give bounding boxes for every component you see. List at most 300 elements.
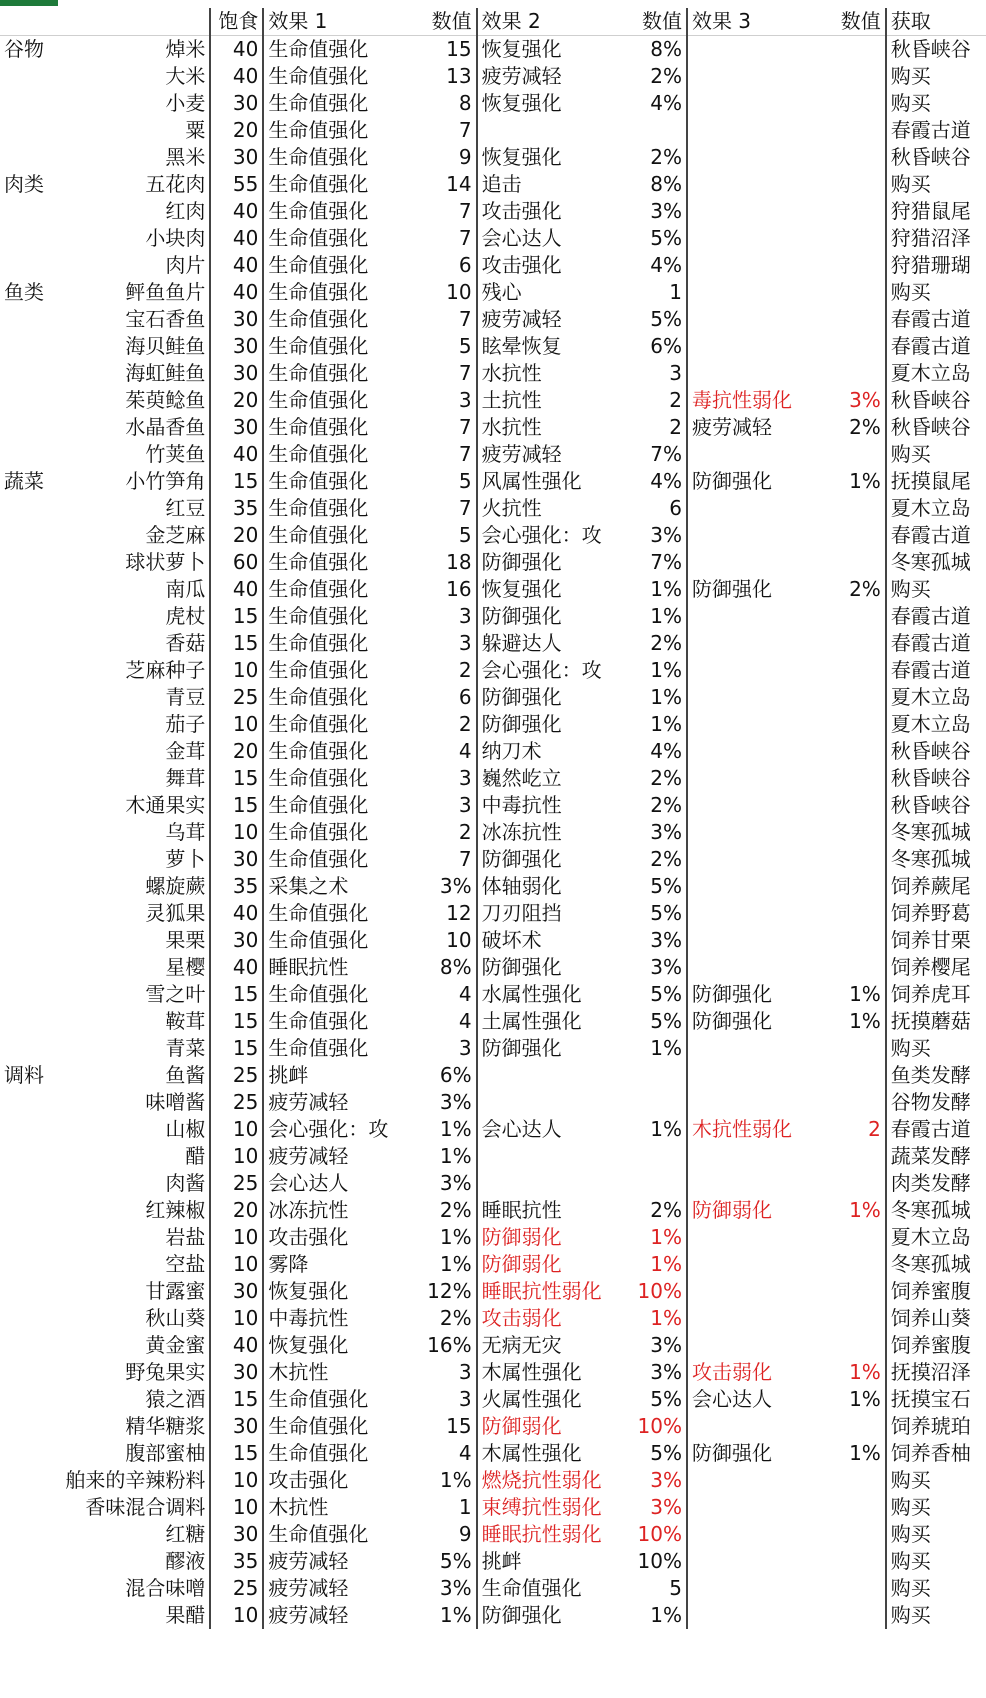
value-3-cell[interactable] (837, 495, 886, 522)
effect-2-cell[interactable]: 体轴弱化 (481, 874, 562, 898)
source-cell[interactable]: 夏木立岛 (890, 712, 971, 736)
effect-1-cell[interactable]: 攻击强化 (268, 1225, 349, 1249)
category-cell[interactable] (0, 1332, 61, 1359)
ingredient-name-cell[interactable]: 醪液 (61, 1548, 210, 1575)
category-cell[interactable] (0, 603, 61, 630)
ingredient-name-cell[interactable]: 舞茸 (61, 765, 210, 792)
category-cell[interactable] (0, 144, 61, 171)
value-3-cell[interactable] (837, 1278, 886, 1305)
satiety-cell[interactable]: 40 (210, 36, 263, 64)
value-2-cell[interactable] (632, 1089, 687, 1116)
effect-1-cell[interactable]: 疲劳减轻 (268, 1144, 349, 1168)
category-cell[interactable] (0, 1359, 61, 1386)
value-1-cell[interactable]: 12% (415, 1278, 476, 1305)
effect-2-cell[interactable]: 燃烧抗性弱化 (481, 1468, 602, 1492)
satiety-cell[interactable]: 25 (210, 684, 263, 711)
value-1-cell[interactable]: 8% (415, 954, 476, 981)
value-3-cell[interactable]: 1% (837, 981, 886, 1008)
value-2-cell[interactable]: 1% (632, 1305, 687, 1332)
source-cell[interactable]: 谷物发酵 (890, 1090, 971, 1114)
source-cell[interactable]: 抚摸沼泽 (890, 1360, 971, 1384)
value-3-cell[interactable] (837, 1143, 886, 1170)
effect-3-cell[interactable] (687, 144, 837, 171)
effect-2-cell[interactable]: 恢复强化 (481, 145, 562, 169)
satiety-cell[interactable]: 40 (210, 1332, 263, 1359)
effect-2-cell[interactable] (477, 1062, 632, 1089)
value-3-cell[interactable] (837, 1548, 886, 1575)
effect-3-cell[interactable] (687, 306, 837, 333)
satiety-cell[interactable]: 15 (210, 468, 263, 495)
value-1-cell[interactable]: 7 (415, 198, 476, 225)
satiety-cell[interactable]: 10 (210, 1494, 263, 1521)
satiety-cell[interactable]: 30 (210, 846, 263, 873)
satiety-cell[interactable]: 30 (210, 414, 263, 441)
ingredient-name-cell[interactable]: 茱萸鲶鱼 (61, 387, 210, 414)
satiety-cell[interactable]: 10 (210, 1224, 263, 1251)
effect-3-cell[interactable] (687, 927, 837, 954)
value-3-cell[interactable] (837, 1305, 886, 1332)
value-1-cell[interactable]: 16 (415, 576, 476, 603)
effect-3-cell[interactable] (687, 1602, 837, 1629)
source-cell[interactable]: 夏木立岛 (890, 1225, 971, 1249)
satiety-cell[interactable]: 25 (210, 1062, 263, 1089)
effect-3-cell[interactable]: 会心达人 (691, 1387, 772, 1411)
value-2-cell[interactable]: 2% (632, 792, 687, 819)
effect-1-cell[interactable]: 生命值强化 (268, 388, 369, 412)
satiety-cell[interactable]: 30 (210, 1278, 263, 1305)
ingredient-name-cell[interactable]: 黑米 (61, 144, 210, 171)
category-cell[interactable]: 蔬菜 (4, 469, 44, 493)
value-3-cell[interactable] (837, 738, 886, 765)
effect-1-cell[interactable]: 生命值强化 (268, 118, 369, 142)
effect-2-cell[interactable]: 疲劳减轻 (481, 64, 562, 88)
category-cell[interactable] (0, 441, 61, 468)
category-cell[interactable] (0, 387, 61, 414)
satiety-cell[interactable]: 30 (210, 333, 263, 360)
category-cell[interactable] (0, 1413, 61, 1440)
value-1-cell[interactable]: 15 (415, 36, 476, 64)
value-3-cell[interactable] (837, 1170, 886, 1197)
value-3-cell[interactable] (837, 1332, 886, 1359)
effect-3-cell[interactable] (687, 1413, 837, 1440)
ingredient-name-cell[interactable]: 野兔果实 (61, 1359, 210, 1386)
source-cell[interactable]: 购买 (890, 1468, 931, 1492)
value-1-cell[interactable]: 3% (415, 1170, 476, 1197)
effect-3-cell[interactable] (687, 252, 837, 279)
ingredient-name-cell[interactable]: 水晶香鱼 (61, 414, 210, 441)
value-1-cell[interactable]: 2 (415, 657, 476, 684)
value-1-cell[interactable]: 7 (415, 414, 476, 441)
value-2-cell[interactable] (632, 1143, 687, 1170)
effect-3-cell[interactable] (687, 1089, 837, 1116)
satiety-cell[interactable]: 40 (210, 900, 263, 927)
effect-1-cell[interactable]: 生命值强化 (268, 631, 369, 655)
ingredient-name-cell[interactable]: 肉酱 (61, 1170, 210, 1197)
effect-1-cell[interactable]: 生命值强化 (268, 523, 369, 547)
source-cell[interactable]: 饲养樱尾 (890, 955, 971, 979)
ingredient-name-cell[interactable]: 灵狐果 (61, 900, 210, 927)
effect-1-cell[interactable]: 生命值强化 (268, 820, 369, 844)
satiety-cell[interactable]: 40 (210, 576, 263, 603)
value-1-cell[interactable]: 1% (415, 1251, 476, 1278)
value-1-cell[interactable]: 1% (415, 1224, 476, 1251)
effect-3-cell[interactable] (687, 792, 837, 819)
effect-2-cell[interactable]: 木属性强化 (481, 1360, 582, 1384)
value-1-cell[interactable]: 3 (415, 1359, 476, 1386)
category-cell[interactable] (0, 630, 61, 657)
effect-1-cell[interactable]: 睡眠抗性 (268, 955, 349, 979)
value-2-cell[interactable]: 10% (632, 1548, 687, 1575)
effect-3-cell[interactable] (687, 630, 837, 657)
value-2-cell[interactable]: 4% (632, 738, 687, 765)
effect-1-cell[interactable]: 恢复强化 (268, 1279, 349, 1303)
ingredient-name-cell[interactable]: 红肉 (61, 198, 210, 225)
effect-3-cell[interactable] (687, 1035, 837, 1062)
source-cell[interactable]: 秋昏峡谷 (890, 739, 971, 763)
category-cell[interactable] (0, 1440, 61, 1467)
satiety-cell[interactable]: 15 (210, 630, 263, 657)
ingredient-name-cell[interactable]: 鞍茸 (61, 1008, 210, 1035)
category-cell[interactable] (0, 1521, 61, 1548)
satiety-cell[interactable]: 15 (210, 1035, 263, 1062)
category-cell[interactable] (0, 765, 61, 792)
value-1-cell[interactable]: 5 (415, 333, 476, 360)
effect-1-cell[interactable]: 采集之术 (268, 874, 349, 898)
effect-2-cell[interactable]: 土属性强化 (481, 1009, 582, 1033)
satiety-cell[interactable]: 15 (210, 603, 263, 630)
value-2-cell[interactable]: 3% (632, 522, 687, 549)
effect-1-cell[interactable]: 生命值强化 (268, 64, 369, 88)
effect-2-cell[interactable]: 睡眠抗性 (481, 1198, 562, 1222)
source-cell[interactable]: 饲养虎耳 (890, 982, 971, 1006)
category-cell[interactable] (0, 1278, 61, 1305)
value-3-cell[interactable] (837, 1494, 886, 1521)
source-cell[interactable]: 购买 (890, 442, 931, 466)
effect-2-cell[interactable]: 追击 (481, 172, 522, 196)
satiety-cell[interactable]: 60 (210, 549, 263, 576)
ingredient-name-cell[interactable]: 舶来的辛辣粉料 (61, 1467, 210, 1494)
value-1-cell[interactable]: 3 (415, 387, 476, 414)
value-2-cell[interactable]: 8% (632, 171, 687, 198)
ingredient-name-cell[interactable]: 混合味噌 (61, 1575, 210, 1602)
ingredient-name-cell[interactable]: 球状萝卜 (61, 549, 210, 576)
value-2-cell[interactable]: 6 (632, 495, 687, 522)
ingredient-name-cell[interactable]: 猿之酒 (61, 1386, 210, 1413)
value-3-cell[interactable] (837, 279, 886, 306)
value-2-cell[interactable] (632, 1170, 687, 1197)
effect-3-cell[interactable] (687, 1467, 837, 1494)
source-cell[interactable]: 春霞古道 (890, 658, 971, 682)
satiety-cell[interactable]: 10 (210, 657, 263, 684)
category-cell[interactable] (0, 198, 61, 225)
effect-3-cell[interactable] (687, 117, 837, 144)
ingredient-name-cell[interactable]: 青豆 (61, 684, 210, 711)
value-3-cell[interactable] (837, 927, 886, 954)
effect-1-cell[interactable]: 生命值强化 (268, 577, 369, 601)
effect-1-cell[interactable]: 生命值强化 (268, 739, 369, 763)
value-3-cell[interactable] (837, 522, 886, 549)
satiety-cell[interactable]: 30 (210, 1413, 263, 1440)
ingredient-name-cell[interactable]: 腹部蜜柚 (61, 1440, 210, 1467)
value-3-cell[interactable] (837, 360, 886, 387)
satiety-cell[interactable]: 30 (210, 306, 263, 333)
source-cell[interactable]: 冬寒孤城 (890, 1198, 971, 1222)
effect-3-cell[interactable] (687, 738, 837, 765)
effect-3-cell[interactable]: 防御弱化 (691, 1198, 772, 1222)
effect-3-cell[interactable] (687, 684, 837, 711)
satiety-cell[interactable]: 25 (210, 1089, 263, 1116)
value-1-cell[interactable]: 1% (415, 1602, 476, 1629)
satiety-cell[interactable]: 10 (210, 1143, 263, 1170)
effect-2-cell[interactable]: 束缚抗性弱化 (481, 1495, 602, 1519)
ingredient-name-cell[interactable]: 红糖 (61, 1521, 210, 1548)
category-cell[interactable] (0, 954, 61, 981)
ingredient-name-cell[interactable]: 茄子 (61, 711, 210, 738)
value-2-cell[interactable]: 5% (632, 1008, 687, 1035)
satiety-cell[interactable]: 15 (210, 765, 263, 792)
effect-3-cell[interactable]: 木抗性弱化 (691, 1117, 792, 1141)
value-1-cell[interactable]: 8 (415, 90, 476, 117)
effect-3-cell[interactable] (687, 1305, 837, 1332)
value-2-cell[interactable]: 1% (632, 657, 687, 684)
category-cell[interactable] (0, 1305, 61, 1332)
effect-1-cell[interactable]: 生命值强化 (268, 766, 369, 790)
effect-1-cell[interactable]: 生命值强化 (268, 145, 369, 169)
value-1-cell[interactable]: 7 (415, 225, 476, 252)
effect-3-cell[interactable] (687, 657, 837, 684)
effect-3-cell[interactable] (687, 1224, 837, 1251)
value-3-cell[interactable] (837, 1467, 886, 1494)
ingredient-name-cell[interactable]: 小块肉 (61, 225, 210, 252)
value-2-cell[interactable]: 10% (632, 1278, 687, 1305)
effect-3-cell[interactable]: 防御强化 (691, 469, 772, 493)
value-2-cell[interactable]: 10% (632, 1413, 687, 1440)
effect-1-cell[interactable]: 恢复强化 (268, 1333, 349, 1357)
value-2-cell[interactable]: 5% (632, 1386, 687, 1413)
value-1-cell[interactable]: 2 (415, 819, 476, 846)
value-1-cell[interactable]: 16% (415, 1332, 476, 1359)
ingredient-name-cell[interactable]: 黄金蜜 (61, 1332, 210, 1359)
effect-1-cell[interactable]: 疲劳减轻 (268, 1549, 349, 1573)
value-2-cell[interactable]: 1% (632, 711, 687, 738)
value-2-cell[interactable]: 3% (632, 1332, 687, 1359)
active-sheet-indicator[interactable] (0, 0, 58, 6)
effect-2-cell[interactable]: 睡眠抗性弱化 (481, 1279, 602, 1303)
value-1-cell[interactable]: 1% (415, 1143, 476, 1170)
effect-3-cell[interactable] (687, 225, 837, 252)
effect-3-cell[interactable]: 防御强化 (691, 577, 772, 601)
effect-2-cell[interactable]: 水属性强化 (481, 982, 582, 1006)
source-cell[interactable]: 夏木立岛 (890, 361, 971, 385)
effect-1-cell[interactable]: 生命值强化 (268, 37, 369, 61)
ingredient-name-cell[interactable]: 螺旋蕨 (61, 873, 210, 900)
satiety-cell[interactable]: 20 (210, 1197, 263, 1224)
source-cell[interactable]: 购买 (890, 172, 931, 196)
effect-2-cell[interactable]: 残心 (481, 280, 522, 304)
value-2-cell[interactable]: 10% (632, 1521, 687, 1548)
value-2-cell[interactable]: 3% (632, 819, 687, 846)
value-1-cell[interactable]: 2% (415, 1197, 476, 1224)
value-1-cell[interactable]: 2 (415, 711, 476, 738)
source-cell[interactable]: 冬寒孤城 (890, 550, 971, 574)
category-cell[interactable] (0, 117, 61, 144)
source-cell[interactable]: 购买 (890, 577, 931, 601)
value-3-cell[interactable] (837, 198, 886, 225)
value-1-cell[interactable]: 1% (415, 1116, 476, 1143)
ingredient-name-cell[interactable]: 金茸 (61, 738, 210, 765)
satiety-cell[interactable]: 30 (210, 927, 263, 954)
value-3-cell[interactable] (837, 819, 886, 846)
effect-2-cell[interactable]: 水抗性 (481, 361, 542, 385)
source-cell[interactable]: 秋昏峡谷 (890, 415, 971, 439)
effect-2-cell[interactable] (477, 1089, 632, 1116)
effect-2-cell[interactable]: 恢复强化 (481, 577, 562, 601)
source-cell[interactable]: 购买 (890, 64, 931, 88)
value-1-cell[interactable]: 4 (415, 981, 476, 1008)
source-cell[interactable]: 狩猎沼泽 (890, 226, 971, 250)
category-cell[interactable] (0, 1467, 61, 1494)
value-1-cell[interactable]: 6 (415, 252, 476, 279)
value-1-cell[interactable]: 14 (415, 171, 476, 198)
value-3-cell[interactable] (837, 333, 886, 360)
effect-1-cell[interactable]: 生命值强化 (268, 1414, 369, 1438)
category-cell[interactable] (0, 873, 61, 900)
category-cell[interactable] (0, 63, 61, 90)
value-2-cell[interactable]: 3% (632, 198, 687, 225)
satiety-cell[interactable]: 30 (210, 90, 263, 117)
category-cell[interactable] (0, 1035, 61, 1062)
effect-1-cell[interactable]: 生命值强化 (268, 199, 369, 223)
value-3-cell[interactable] (837, 441, 886, 468)
ingredient-name-cell[interactable]: 甘露蜜 (61, 1278, 210, 1305)
value-1-cell[interactable]: 18 (415, 549, 476, 576)
value-3-cell[interactable] (837, 603, 886, 630)
value-1-cell[interactable]: 10 (415, 927, 476, 954)
category-cell[interactable] (0, 1575, 61, 1602)
satiety-cell[interactable]: 40 (210, 252, 263, 279)
value-2-cell[interactable]: 5% (632, 981, 687, 1008)
ingredient-name-cell[interactable]: 焯米 (61, 36, 210, 64)
ingredient-name-cell[interactable]: 山椒 (61, 1116, 210, 1143)
satiety-cell[interactable]: 10 (210, 1602, 263, 1629)
value-1-cell[interactable]: 1% (415, 1467, 476, 1494)
effect-1-cell[interactable]: 中毒抗性 (268, 1306, 349, 1330)
effect-1-cell[interactable]: 疲劳减轻 (268, 1576, 349, 1600)
effect-1-cell[interactable]: 生命值强化 (268, 172, 369, 196)
effect-1-cell[interactable]: 生命值强化 (268, 982, 369, 1006)
category-cell[interactable] (0, 1170, 61, 1197)
value-3-cell[interactable]: 2% (837, 576, 886, 603)
effect-2-cell[interactable]: 防御强化 (481, 604, 562, 628)
ingredient-name-cell[interactable]: 空盐 (61, 1251, 210, 1278)
effect-3-cell[interactable] (687, 873, 837, 900)
effect-3-cell[interactable] (687, 360, 837, 387)
value-2-cell[interactable]: 2% (632, 765, 687, 792)
source-cell[interactable]: 秋昏峡谷 (890, 37, 971, 61)
source-cell[interactable]: 饲养琥珀 (890, 1414, 971, 1438)
value-3-cell[interactable] (837, 1521, 886, 1548)
effect-3-cell[interactable] (687, 279, 837, 306)
effect-3-cell[interactable] (687, 1521, 837, 1548)
source-cell[interactable]: 购买 (890, 1495, 931, 1519)
effect-3-cell[interactable] (687, 522, 837, 549)
effect-2-cell[interactable]: 防御弱化 (481, 1225, 562, 1249)
effect-1-cell[interactable]: 生命值强化 (268, 1036, 369, 1060)
effect-2-cell[interactable]: 土抗性 (481, 388, 542, 412)
effect-1-cell[interactable]: 生命值强化 (268, 1522, 369, 1546)
effect-1-cell[interactable]: 挑衅 (268, 1063, 309, 1087)
value-1-cell[interactable]: 6 (415, 684, 476, 711)
effect-3-cell[interactable] (687, 90, 837, 117)
effect-2-cell[interactable]: 恢复强化 (481, 91, 562, 115)
source-cell[interactable]: 饲养山葵 (890, 1306, 971, 1330)
source-cell[interactable]: 购买 (890, 1522, 931, 1546)
category-cell[interactable] (0, 819, 61, 846)
value-3-cell[interactable] (837, 630, 886, 657)
ingredient-name-cell[interactable]: 果醋 (61, 1602, 210, 1629)
value-2-cell[interactable]: 1% (632, 603, 687, 630)
effect-3-cell[interactable] (687, 549, 837, 576)
ingredient-name-cell[interactable]: 金芝麻 (61, 522, 210, 549)
effect-2-cell[interactable]: 防御强化 (481, 955, 562, 979)
value-3-cell[interactable]: 1% (837, 1440, 886, 1467)
category-cell[interactable]: 调料 (4, 1063, 44, 1087)
effect-2-cell[interactable]: 木属性强化 (481, 1441, 582, 1465)
effect-3-cell[interactable] (687, 1494, 837, 1521)
value-1-cell[interactable]: 5 (415, 468, 476, 495)
source-cell[interactable]: 购买 (890, 1603, 931, 1627)
effect-2-cell[interactable]: 冰冻抗性 (481, 820, 562, 844)
effect-1-cell[interactable]: 木抗性 (268, 1495, 329, 1519)
effect-2-cell[interactable]: 防御弱化 (481, 1414, 562, 1438)
value-3-cell[interactable] (837, 1224, 886, 1251)
source-cell[interactable]: 购买 (890, 1549, 931, 1573)
category-cell[interactable] (0, 252, 61, 279)
source-cell[interactable]: 购买 (890, 1576, 931, 1600)
value-3-cell[interactable] (837, 1062, 886, 1089)
effect-3-cell[interactable] (687, 603, 837, 630)
effect-1-cell[interactable]: 生命值强化 (268, 496, 369, 520)
value-3-cell[interactable]: 2% (837, 414, 886, 441)
effect-2-cell[interactable]: 疲劳减轻 (481, 442, 562, 466)
value-2-cell[interactable]: 3 (632, 360, 687, 387)
effect-3-cell[interactable]: 防御强化 (691, 982, 772, 1006)
effect-1-cell[interactable]: 木抗性 (268, 1360, 329, 1384)
value-2-cell[interactable] (632, 1062, 687, 1089)
value-3-cell[interactable]: 2 (837, 1116, 886, 1143)
satiety-cell[interactable]: 40 (210, 954, 263, 981)
source-cell[interactable]: 春霞古道 (890, 118, 971, 142)
value-2-cell[interactable]: 1% (632, 1224, 687, 1251)
effect-3-cell[interactable] (687, 171, 837, 198)
category-cell[interactable]: 谷物 (4, 37, 44, 61)
value-2-cell[interactable] (632, 117, 687, 144)
effect-1-cell[interactable]: 生命值强化 (268, 91, 369, 115)
ingredient-name-cell[interactable]: 鱼酱 (61, 1062, 210, 1089)
effect-3-cell[interactable] (687, 495, 837, 522)
ingredient-name-cell[interactable]: 海贝鲑鱼 (61, 333, 210, 360)
value-2-cell[interactable]: 1% (632, 1116, 687, 1143)
ingredient-name-cell[interactable]: 岩盐 (61, 1224, 210, 1251)
source-cell[interactable]: 春霞古道 (890, 1117, 971, 1141)
satiety-cell[interactable]: 25 (210, 1170, 263, 1197)
effect-3-cell[interactable] (687, 198, 837, 225)
value-3-cell[interactable] (837, 657, 886, 684)
effect-1-cell[interactable]: 生命值强化 (268, 685, 369, 709)
value-3-cell[interactable]: 1% (837, 1359, 886, 1386)
category-cell[interactable] (0, 1143, 61, 1170)
effect-1-cell[interactable]: 生命值强化 (268, 226, 369, 250)
